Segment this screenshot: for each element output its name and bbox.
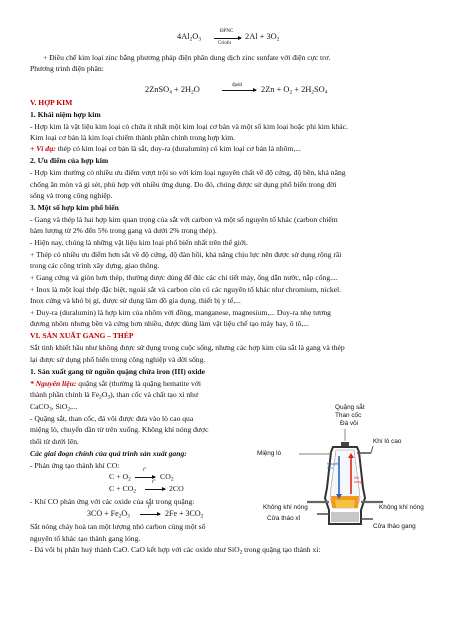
subheading: 1. Sản xuất gang từ nguồn quặng chứa iron (III) oxide	[30, 367, 206, 376]
text-line	[30, 379, 430, 389]
text-part: thành phần chính là Fe	[30, 390, 100, 399]
label-iron-ore: Quặng sắt	[335, 404, 365, 411]
text-line: - Hợp kim thường có nhiều ưu điểm vượt trội so với kim loại nguyên chất về độ cứng, độ bền, khả năng	[30, 168, 346, 177]
hopper	[341, 442, 349, 446]
equation-products	[245, 32, 279, 45]
label-hot-gas	[354, 476, 362, 484]
reaction-arrow	[140, 514, 160, 515]
text-line: - Phản ứng tạo thành khí CO:	[30, 461, 120, 470]
text-line: + Inox là một loại thép đặc biệt, ngoài sắt và carbon còn có các nguyên tố khác như chromium, nickel.	[30, 285, 341, 294]
reaction-arrow	[222, 90, 256, 91]
subscript: 2	[311, 89, 315, 96]
condition-top: t°	[148, 505, 152, 510]
text-part: ), than cốc và chất tạo xỉ như	[110, 390, 199, 399]
label-part: liệu	[327, 466, 333, 470]
text-line: - Quặng sắt, than cốc, đá vôi được đưa vào lò cao qua	[30, 414, 194, 423]
text-line: sống và trong công nghiệp.	[30, 191, 113, 200]
subscript: 3	[127, 513, 130, 520]
text-line: hàm lượng từ 2% đến 5% trong gang và dưới 2% trong thép).	[30, 226, 217, 235]
text-line: trong các công trình xây dựng, giao thông.	[30, 261, 160, 270]
text-line: + Thép có nhiều ưu điểm hơn sắt về độ cứng, độ đàn hồi, khả năng chịu lực nên được sử dụng rộng rãi	[30, 250, 342, 259]
eq-term: 2ZnSO	[145, 85, 170, 94]
condition-bottom: Criolit	[218, 41, 232, 46]
text-part: , SiO	[51, 402, 68, 411]
condition-top: t°	[152, 480, 156, 485]
text-line: Phương trình điện phân:	[30, 64, 104, 73]
eq-term: 2Fe + 3CO	[165, 509, 201, 518]
subscript: 4	[324, 89, 328, 96]
condition-top: t°	[143, 468, 147, 473]
subscript: 3	[48, 406, 52, 413]
eq-term: O	[193, 85, 200, 94]
text-line: miệng lò, chuyển dần từ trên xuống. Không khí nóng được	[30, 425, 209, 434]
condition-top: ĐPNC	[220, 29, 234, 34]
subheading: 2. Ưu điểm của hợp kim	[30, 156, 109, 165]
example-text: thép có kim loại cơ bản là sắt, duy-ra (duralumin) có kim loại cơ bản là nhôm,...	[55, 144, 301, 153]
eq-term: C + O	[109, 472, 129, 481]
label-coke: Than cốc	[335, 412, 362, 419]
materials-text: quặng sắt (thường là quặng hematite với	[76, 379, 201, 388]
text-part: ,...	[70, 402, 78, 411]
label-hot-air-right: Không khí nóng	[379, 504, 424, 511]
reaction-product	[165, 509, 203, 522]
reaction-co2	[109, 472, 131, 485]
text-line: nguyên tố khác tạo thành gang lỏng.	[30, 534, 141, 543]
text-line: + Gang cứng và giòn hơn thép, thường được dùng để đúc các chi tiết máy, ống dẫn nước, nắp cống....	[30, 273, 338, 282]
subscript: 3	[107, 394, 111, 401]
text-line: - Hiện nay, chúng là những vật liệu kim loại phổ biến nhất trên thế giới.	[30, 238, 248, 247]
subscript: 3	[198, 36, 202, 43]
subscript: 2	[133, 488, 137, 495]
text-line: + Duy-ra (duralumin) là hợp kim của nhôm với đồng, manganese, magnesium,... Duy-ra nhẹ tương	[30, 308, 331, 317]
eq-term: O	[121, 509, 128, 518]
text-line: + Điều chế kim loại zinc bằng phương pháp điện phân dung dịch zinc sunfate với điện cực trơ.	[43, 53, 331, 62]
subscript: 2	[191, 89, 194, 96]
eq-term: O	[192, 32, 199, 41]
reaction-product: 2CO	[169, 484, 184, 493]
label-material	[327, 462, 339, 470]
eq-term: 4Al	[177, 32, 190, 41]
text-line: - Khí CO phản ứng với các oxide của sắt trong quặng:	[30, 497, 195, 506]
text-line: - Gang và thép là hai hợp kim quan trọng của sắt với carbon và một số nguyên tố khác (carbon chiếm	[30, 215, 338, 224]
label-part: Khí	[354, 476, 360, 480]
subscript: 2	[239, 549, 243, 556]
label-limestone: Đá vôi	[340, 420, 359, 427]
subheading: 3. Một số hợp kim phổ biến	[30, 203, 119, 212]
eq-term: CO	[160, 472, 171, 481]
subheading: 1. Khái niệm hợp kim	[30, 110, 101, 119]
text-part: - Đá vôi bị phân huỷ thành CaO. CaO kết hợp với các oxide như SiO	[30, 545, 240, 554]
label-furnace-mouth: Miệng lò	[257, 450, 282, 457]
example-label: + Ví dụ:	[30, 144, 56, 153]
reaction-arrow	[214, 38, 241, 39]
label-part: Nguyên	[327, 462, 340, 466]
subscript: 2	[200, 513, 204, 520]
subscript: 2	[170, 476, 174, 483]
label-hot-air-left: Không khí nóng	[263, 504, 308, 511]
text-line: Inox cứng và khó bị gỉ, được sử dụng làm đồ gia dụng, thiết bị y tế,...	[30, 296, 241, 305]
label-blast-gas: Khí lò cao	[373, 438, 402, 445]
subscript: 2	[189, 36, 193, 43]
eq-term: SO	[314, 85, 325, 94]
equation-products	[261, 85, 327, 98]
subscript: 2	[128, 476, 131, 483]
gas-pointer	[371, 446, 373, 453]
label-slag-outlet: Cửa tháo xỉ	[267, 515, 301, 522]
text-line: lại được sử dụng phổ biến trong công nghiệp và đời sống.	[30, 355, 206, 364]
eq-term: 3CO + Fe	[87, 509, 119, 518]
blast-furnace-diagram	[255, 398, 445, 544]
text-line	[30, 144, 430, 154]
eq-term: 2Zn + O	[261, 85, 290, 94]
eq-term: 2Al + 3O	[245, 32, 277, 41]
text-line: - Hợp kim là vật liệu kim loại có chứa ít nhất một kim loại cơ bản và một số kim loại hoặc phi kim khác.	[30, 122, 348, 131]
label-part: nóng	[354, 480, 362, 484]
text-line: Kim loại cơ bản là kim loại chiếm thành phần chính trong hợp kim.	[30, 133, 236, 142]
label-iron-outlet: Cửa tháo gang	[373, 523, 416, 530]
text-line: Sắt nóng chảy hoà tan một lượng nhỏ carbon cùng một số	[30, 522, 206, 531]
subscript: 2	[289, 89, 293, 96]
flame-core	[335, 500, 355, 508]
equation-alumina	[177, 32, 201, 45]
eq-term: C + CO	[109, 484, 134, 493]
reaction-arrow	[145, 489, 165, 490]
materials-label: * Nguyên liệu:	[30, 379, 77, 388]
subscript: 2	[276, 36, 280, 43]
text-line: chống ăn mòn và gỉ sét, phù hợp với nhiều ứng dụng. Do đó, chúng được sử dụng phổ biến trong đời	[30, 180, 337, 189]
subscript: 2	[67, 406, 71, 413]
section-heading: V. HỢP KIM	[30, 98, 73, 107]
molten-iron	[331, 512, 359, 522]
text-line: đương nhôm nhưng bền và cứng hơn nhiều, được dùng làm vật liệu chế tạo máy bay, ô tô,...	[30, 319, 309, 328]
eq-term: + 2H	[171, 85, 192, 94]
stages-heading: Các giai đoạn chính của quá trình sản xuất gang:	[30, 449, 187, 458]
condition-top: đpdd	[232, 83, 242, 88]
text-part: CaCO	[30, 402, 49, 411]
text-line: thổi từ dưới lên.	[30, 437, 79, 446]
text-part: trong quặng tạo thành xỉ:	[242, 545, 321, 554]
subscript: 2	[99, 394, 102, 401]
text-part: O	[101, 390, 108, 399]
text-line	[30, 545, 430, 558]
eq-term: + 2H	[292, 85, 312, 94]
section-heading: VI. SẢN XUẤT GANG – THÉP	[30, 331, 134, 340]
subscript: 2	[118, 513, 122, 520]
equation-zinc	[145, 85, 200, 98]
text-line: Sắt tinh khiết hầu như không được sử dụng trong cuộc sống, nhưng các hợp kim của sắt là gang và thép	[30, 343, 345, 352]
reaction-reduction	[87, 509, 130, 522]
reaction-arrow	[135, 477, 155, 478]
subscript: 4	[169, 89, 172, 96]
reaction-co	[109, 484, 136, 497]
reaction-product	[160, 472, 174, 485]
